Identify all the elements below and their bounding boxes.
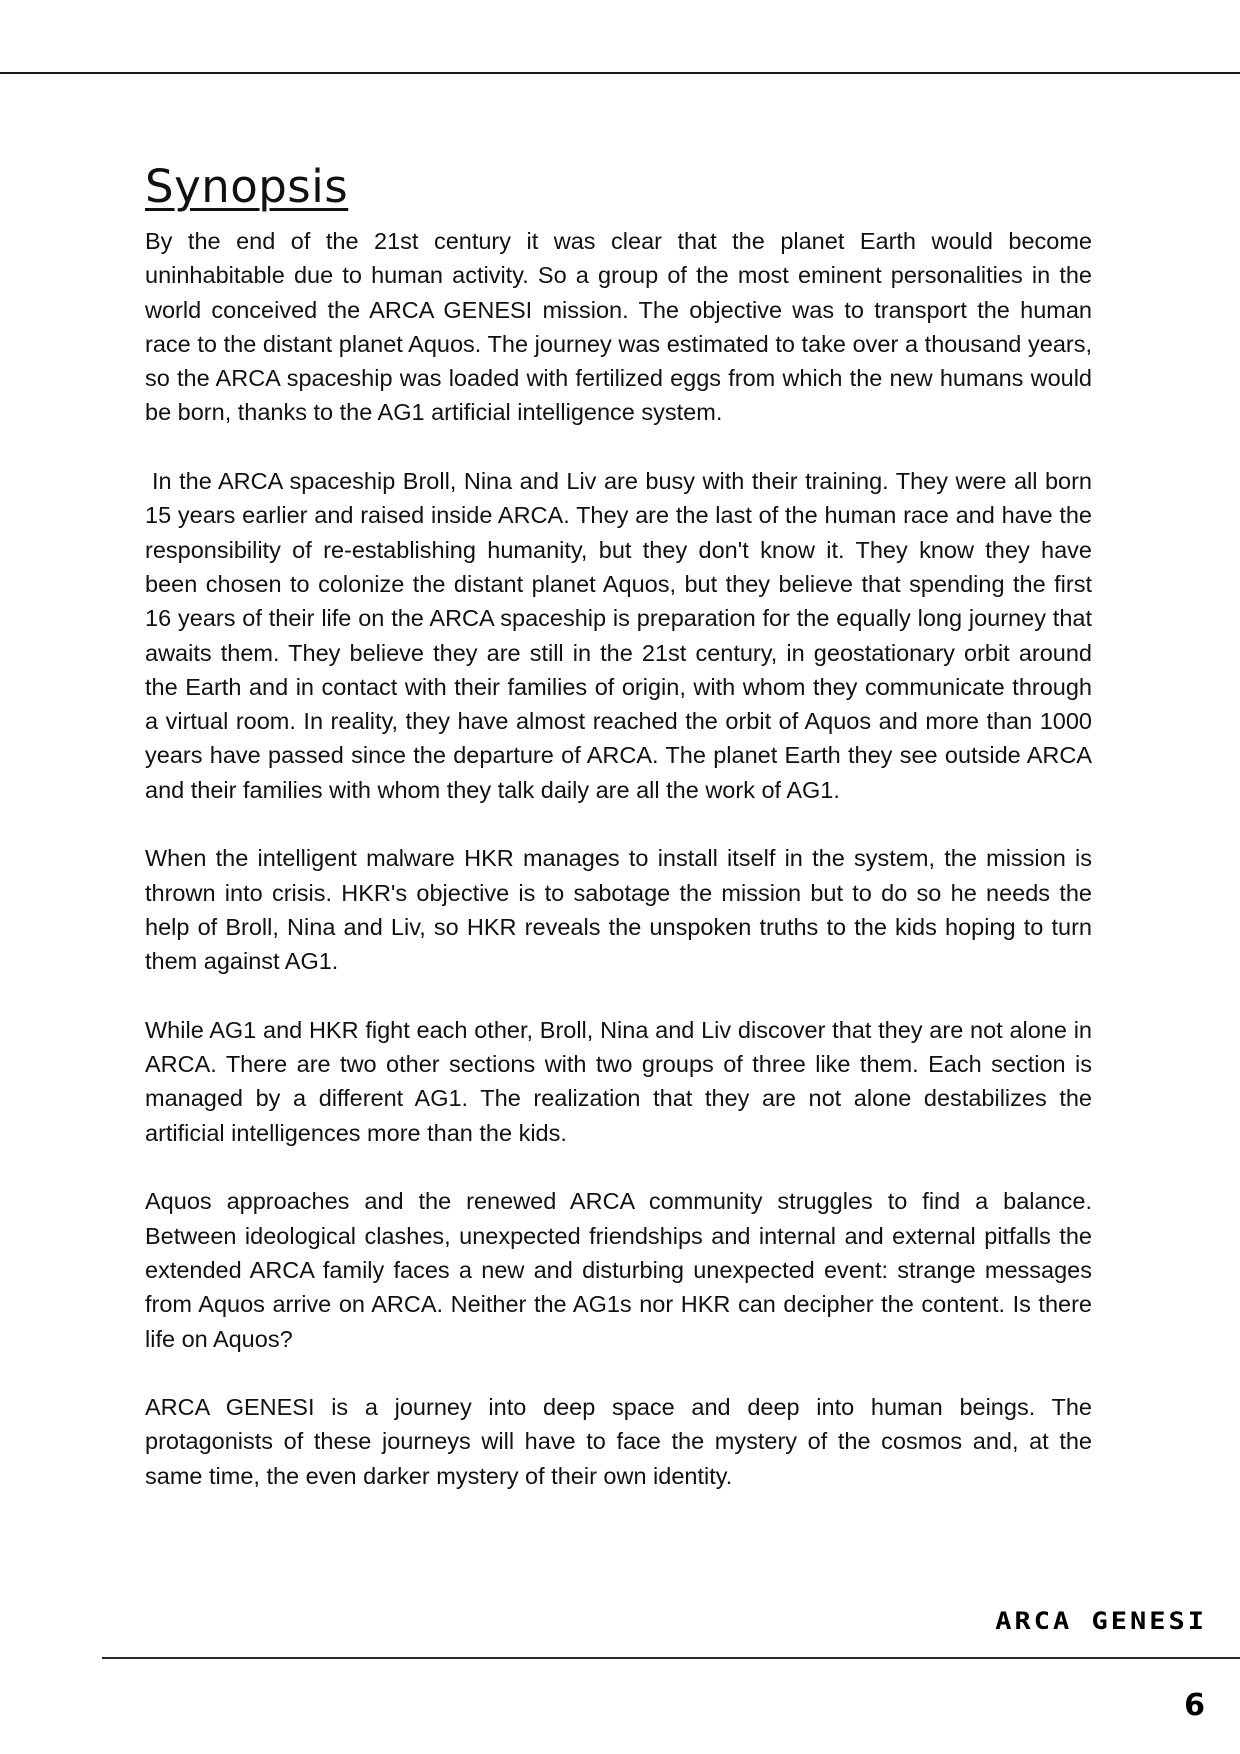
- paragraph-spacer: [145, 430, 1092, 464]
- footer-brand-logo: ARCA GENESI: [995, 1607, 1207, 1636]
- synopsis-paragraph-3: When the intelligent malware HKR manages to install itself in the system, the mission is thrown into crisis. HKR's objective is to sabotage the mission but to do so he needs the help of Broll, Nina and Liv, so HKR reveals the unspoken truths to the kids hoping to turn them against AG1.: [145, 845, 1092, 975]
- page-title: Synopsis: [145, 160, 349, 213]
- synopsis-paragraph-5: Aquos approaches and the renewed ARCA community struggles to find a balance. Between ideological clashes, unexpected friendships and internal and external pitfalls the extended ARCA family faces a new and disturbing unexpected event: strange messages from Aquos arrive on ARCA. Neither the AG1s nor HKR can decipher the content. Is there life on Aquos?: [145, 1188, 1092, 1352]
- synopsis-paragraph-4: While AG1 and HKR fight each other, Broll, Nina and Liv discover that they are not alone in ARCA. There are two other sections with two groups of three like them. Each section is managed by a different AG1. The realization that they are not alone destabilizes the artificial intelligences more than the kids.: [145, 1016, 1092, 1146]
- paragraph-spacer: [145, 1356, 1092, 1390]
- paragraph-spacer: [145, 979, 1092, 1013]
- paragraph-spacer: [145, 807, 1092, 841]
- page-number: 6: [1184, 1688, 1205, 1723]
- footer-divider: [102, 1657, 1240, 1659]
- synopsis-paragraph-2: In the ARCA spaceship Broll, Nina and Liv are busy with their training. They were all born 15 years earlier and raised inside ARCA. They are the last of the human race and have the responsibility of re-establishing humanity, but they don't know it. They know they have been chosen to colonize the distant planet Aquos, but they believe that spending the first 16 years of their life on the ARCA spaceship is preparation for the equally long journey that awaits them. They believe they are still in the 21st century, in geostationary orbit around the Earth and in contact with their families of origin, with whom they communicate through a virtual room. In reality, they have almost reached the orbit of Aquos and more than 1000 years have passed since the departure of ARCA. The planet Earth they see outside ARCA and their families with whom they talk daily are all the work of AG1.: [145, 468, 1092, 803]
- synopsis-paragraph-1: By the end of the 21st century it was clear that the planet Earth would become uninhabitable due to human activity. So a group of the most eminent personalities in the world conceived the ARCA GENESI mission. The objective was to transport the human race to the distant planet Aquos. The journey was estimated to take over a thousand years, so the ARCA spaceship was loaded with fertilized eggs from which the new humans would be born, thanks to the AG1 artificial intelligence system.: [145, 228, 1092, 426]
- synopsis-section: [145, 160, 1092, 1493]
- top-divider: [0, 72, 1240, 74]
- paragraph-spacer: [145, 1150, 1092, 1184]
- synopsis-paragraph-6: ARCA GENESI is a journey into deep space and deep into human beings. The protagonists of these journeys will have to face the mystery of the cosmos and, at the same time, the even darker mystery of their own identity.: [145, 1394, 1092, 1489]
